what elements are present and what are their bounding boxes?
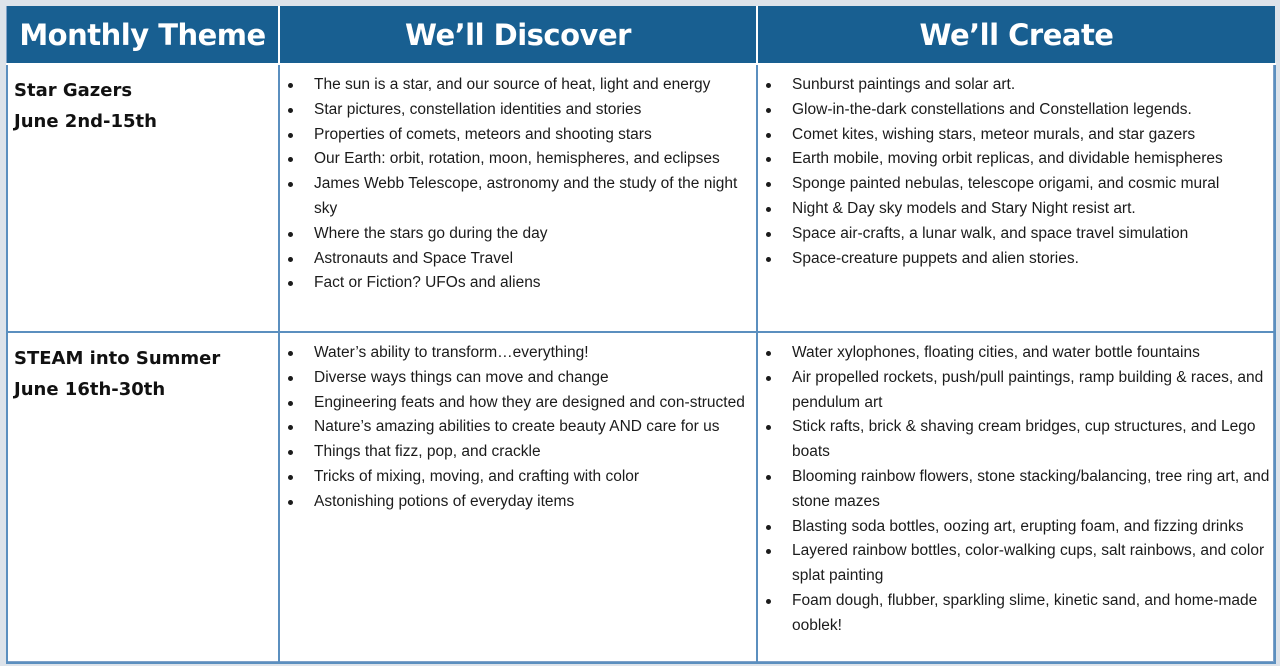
list-item: Star pictures, constellation identities and stories <box>314 98 752 123</box>
schedule-table <box>6 6 1276 664</box>
discover-list <box>280 333 756 515</box>
list-item: Stick rafts, brick & shaving cream bridges, cup structures, and Lego boats <box>792 415 1270 465</box>
list-item: Engineering feats and how they are designed and con-structed <box>314 391 752 416</box>
list-item: Blasting soda bottles, oozing art, erupting foam, and fizzing drinks <box>792 515 1270 540</box>
list-item: Blooming rainbow flowers, stone stacking/balancing, tree ring art, and stone mazes <box>792 465 1270 515</box>
list-item: Layered rainbow bottles, color-walking cups, salt rainbows, and color splat painting <box>792 539 1270 589</box>
create-list <box>758 65 1274 271</box>
list-item: Where the stars go during the day <box>314 222 752 247</box>
table-header-row <box>7 6 1275 64</box>
schedule-table-frame <box>6 6 1274 662</box>
list-item: The sun is a star, and our source of heat, light and energy <box>314 73 752 98</box>
list-item: Space air-crafts, a lunar walk, and space travel simulation <box>792 222 1270 247</box>
create-cell <box>757 332 1275 663</box>
list-item: Foam dough, flubber, sparkling slime, kinetic sand, and home-made ooblek! <box>792 589 1270 639</box>
list-item: Our Earth: orbit, rotation, moon, hemispheres, and eclipses <box>314 147 752 172</box>
list-item: Sponge painted nebulas, telescope origami, and cosmic mural <box>792 172 1270 197</box>
list-item: Water’s ability to transform…everything! <box>314 341 752 366</box>
create-cell <box>757 64 1275 332</box>
theme-dates: June 16th-30th <box>14 379 166 400</box>
list-item: Air propelled rockets, push/pull paintings, ramp building & races, and pendulum art <box>792 366 1270 416</box>
discover-list <box>280 65 756 296</box>
list-item: Astonishing potions of everyday items <box>314 490 752 515</box>
list-item: Nature’s amazing abilities to create beauty AND care for us <box>314 415 752 440</box>
list-item: Things that fizz, pop, and crackle <box>314 440 752 465</box>
theme-cell <box>7 64 279 332</box>
theme-cell <box>7 332 279 663</box>
list-item: Night & Day sky models and Stary Night resist art. <box>792 197 1270 222</box>
table-row <box>7 332 1275 663</box>
list-item: James Webb Telescope, astronomy and the study of the night sky <box>314 172 752 222</box>
list-item: Fact or Fiction? UFOs and aliens <box>314 271 752 296</box>
header-well-discover: We’ll Discover <box>279 6 757 64</box>
discover-cell <box>279 332 757 663</box>
theme-title: Star Gazers <box>14 80 133 101</box>
list-item: Diverse ways things can move and change <box>314 366 752 391</box>
list-item: Glow-in-the-dark constellations and Constellation legends. <box>792 98 1270 123</box>
list-item: Tricks of mixing, moving, and crafting with color <box>314 465 752 490</box>
header-monthly-theme: Monthly Theme <box>7 6 279 64</box>
list-item: Water xylophones, floating cities, and water bottle fountains <box>792 341 1270 366</box>
table-row <box>7 64 1275 332</box>
discover-cell <box>279 64 757 332</box>
theme-dates: June 2nd-15th <box>14 111 157 132</box>
list-item: Sunburst paintings and solar art. <box>792 73 1270 98</box>
theme-title: STEAM into Summer <box>14 348 221 369</box>
header-well-create: We’ll Create <box>757 6 1275 64</box>
list-item: Astronauts and Space Travel <box>314 247 752 272</box>
list-item: Space-creature puppets and alien stories. <box>792 247 1270 272</box>
list-item: Earth mobile, moving orbit replicas, and dividable hemispheres <box>792 147 1270 172</box>
create-list <box>758 333 1274 639</box>
list-item: Properties of comets, meteors and shooting stars <box>314 123 752 148</box>
list-item: Comet kites, wishing stars, meteor murals, and star gazers <box>792 123 1270 148</box>
